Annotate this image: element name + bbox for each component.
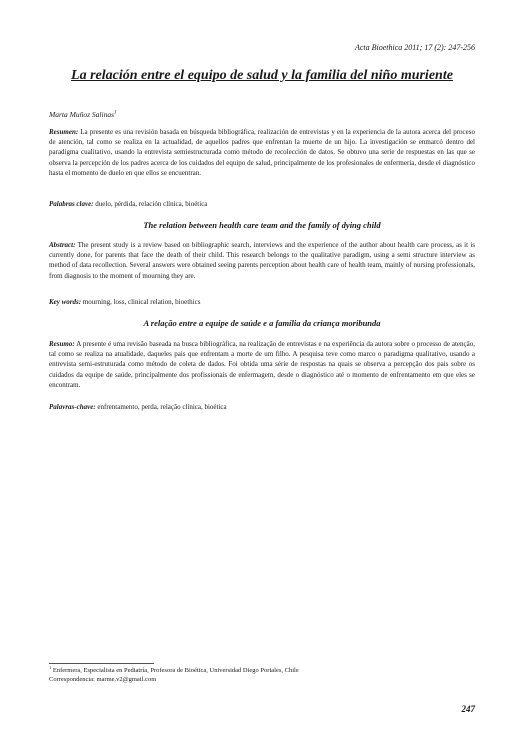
resumen-paragraph — [49, 127, 475, 178]
resumen-text: La presente es una revisión basada en búsqueda bibliográfica, realización de entrevistas y en la experiencia de la autora acerca del proceso de atención, tal como se realiza en la actualidad, de aquellos padres que enfrentan la muerte de un hijo. La investigación se enmarcó dentro del paradigma cualitativo, usando la entrevista semiestructurada como método de recolección de datos. Se obtuvo una serie de respuestas en las que se observa la percepción de los padres acerca de los cuidados del equipo de salud, principalmente de los profesionales de enfermería, desde el diagnóstico hasta el momento de duelo en que ellos se encuentran. — [49, 128, 475, 177]
article-title: La relación entre el equipo de salud y la familia del niño muriente — [71, 68, 453, 83]
portuguese-title: A relação entre a equipe de saúde e a família da criança moribunda — [143, 318, 381, 328]
resumo-text: A presente é uma revisão baseada na busca bibliográfica, na realização de entrevistas e na experiência da autora sobre o processo de atenção, tal como se realiza na atualidade, daqueles pais que enfrentam a morte de um filho. A pesquisa teve como marco o paradigma qualitativo, usando a entrevista semi-estruturada como método de coleta de dados. Foi obtida uma série de respostas na quais se observa a percepção dos pais sobre os cuidados da equipe de saúde, principalmente dos profissionais de enfermagem, desde o diagnóstico até o momento de enfrentamento em que eles se encontram. — [49, 340, 475, 389]
resumo-label: Resumo: — [49, 340, 75, 348]
footnote-mark: 1 — [49, 665, 52, 670]
palabras-clave — [49, 199, 475, 209]
author-name: Marta Muñoz Salinas — [49, 110, 115, 119]
author-line — [49, 110, 117, 119]
english-title: The relation between health care team and the family of dying child — [143, 220, 381, 230]
key-words — [49, 297, 475, 307]
palavras-chave — [49, 402, 475, 412]
key-words-text: mourning, loss, clinical relation, bioethics — [81, 298, 201, 306]
footnote-affiliation — [49, 665, 299, 674]
palabras-clave-text: duelo, pérdida, relación clínica, bioética — [93, 200, 208, 208]
key-words-label: Key words: — [49, 298, 82, 306]
resumen-label: Resumen: — [49, 128, 79, 136]
palavras-chave-label: Palavras-chave: — [49, 403, 96, 411]
abstract-label: Abstract: — [49, 241, 76, 249]
page-number: 247 — [461, 704, 475, 714]
palabras-clave-label: Palabras clave: — [49, 200, 94, 208]
footnote-affiliation-text: Enfermera, Especialista en Pediatría, Profesora de Bioética, Universidad Diego Portales, Chile — [52, 667, 299, 675]
journal-reference: Acta Bioethica 2011; 17 (2): 247-256 — [354, 43, 475, 52]
palavras-chave-text: enfrentamento, perda, relação clínica, bioética — [95, 403, 227, 411]
resumo-paragraph — [49, 339, 475, 390]
author-footnote-mark: 1 — [114, 110, 117, 116]
footnote-separator — [49, 663, 154, 664]
abstract-text: The present study is a review based on bibliographic search, interviews and the experience of the author about health care process, as it is currently done, for parents that face the death of their child. This research belongs to the qualitative paradigm, using a semi structure interview as method of data recollection. Several answers were obtained seeing parents perception about health care of health team, mainly of nursing professionals, from diagnosis to the moment of mourning they are. — [49, 241, 475, 280]
abstract-paragraph — [49, 240, 475, 281]
footnote-correspondence: Correspondencia: marme.v2@gmail.com — [49, 676, 157, 683]
